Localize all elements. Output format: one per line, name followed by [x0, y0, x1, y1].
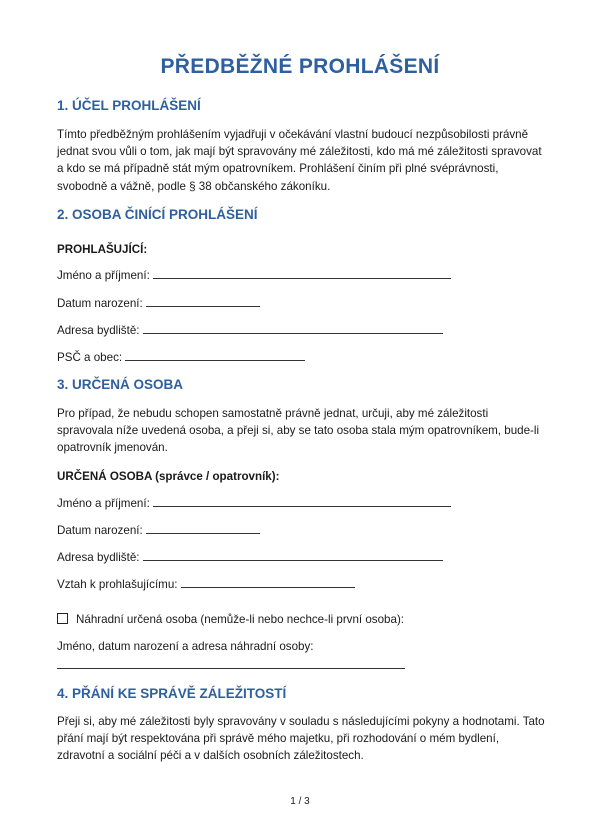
field-label: Datum narození:	[57, 297, 143, 310]
fill-line[interactable]	[143, 323, 443, 334]
field-label: Adresa bydliště:	[57, 551, 140, 564]
document-title: PŘEDBĚŽNÉ PROHLÁŠENÍ	[160, 55, 440, 78]
fill-line[interactable]	[181, 577, 355, 588]
fill-line[interactable]	[153, 496, 451, 507]
declarant-name-field[interactable]	[57, 268, 451, 282]
substitute-checkbox-row[interactable]	[57, 613, 404, 626]
fill-line[interactable]	[146, 296, 260, 307]
designated-relation-field[interactable]	[57, 577, 355, 591]
fill-line[interactable]	[57, 658, 405, 669]
fill-line[interactable]	[146, 523, 260, 534]
substitute-label: Jméno, datum narození a adresa náhradní osoby:	[57, 640, 314, 653]
declarant-zip-field[interactable]	[57, 350, 305, 364]
fill-line[interactable]	[125, 350, 305, 361]
section-3-heading: 3. URČENÁ OSOBA	[57, 377, 184, 392]
fill-line[interactable]	[143, 550, 443, 561]
checkbox-label: Náhradní určená osoba (nemůže-li nebo nechce-li první osoba):	[76, 613, 405, 626]
declarant-birth-field[interactable]	[57, 296, 260, 310]
designated-address-field[interactable]	[57, 550, 443, 564]
designated-birth-field[interactable]	[57, 523, 260, 537]
field-label: Datum narození:	[57, 524, 143, 537]
substitute-checkbox[interactable]	[57, 613, 68, 624]
section-4-heading: 4. PŘÁNÍ KE SPRÁVĚ ZÁLEŽITOSTÍ	[57, 686, 287, 701]
section-4-text: Přeji si, aby mé záležitosti byly spravovány v souladu s následujícími pokyny a hodnotami. Tato přání mají být respektována při správě mého majetku, při rozhodování o mém bydlení, zdravotní a sociální péči a v dalších osobních záležitostech.	[57, 715, 545, 763]
declarant-label: PROHLAŠUJÍCÍ:	[57, 243, 148, 256]
section-2-heading: 2. OSOBA ČINÍCÍ PROHLÁŠENÍ	[57, 207, 258, 222]
field-label: Jméno a příjmení:	[57, 497, 150, 510]
field-label: PSČ a obec:	[57, 351, 123, 364]
field-label: Adresa bydliště:	[57, 324, 140, 337]
field-label: Jméno a příjmení:	[57, 269, 150, 282]
declarant-address-field[interactable]	[57, 323, 443, 337]
field-label: Vztah k prohlašujícímu:	[57, 578, 178, 591]
designated-person-label: URČENÁ OSOBA (správce / opatrovník):	[57, 470, 280, 483]
substitute-field[interactable]	[57, 658, 405, 672]
designated-name-field[interactable]	[57, 496, 451, 510]
section-1-heading: 1. ÚČEL PROHLÁŠENÍ	[57, 98, 201, 113]
page-number: 1 / 3	[290, 796, 310, 807]
section-1-text: Tímto předběžným prohlášením vyjadřuji v očekávání vlastní budoucí nezpůsobilosti právně jednat svou vůli o tom, jak mají být spravovány mé záležitosti, kdo má mé záležitosti spravovat a kdo se má případně stát mým opatrovníkem. Prohlášení činím při plné svéprávnosti, svobodně a vážně, podle § 38 občanského zákoníku.	[57, 128, 542, 193]
section-3-text: Pro případ, že nebudu schopen samostatně právně jednat, určuji, aby mé záležitosti spravovala níže uvedená osoba, a přeji si, aby se tato osoba stala mým opatrovníkem, bude-li opatrovník jmenován.	[57, 407, 540, 455]
fill-line[interactable]	[153, 268, 451, 279]
